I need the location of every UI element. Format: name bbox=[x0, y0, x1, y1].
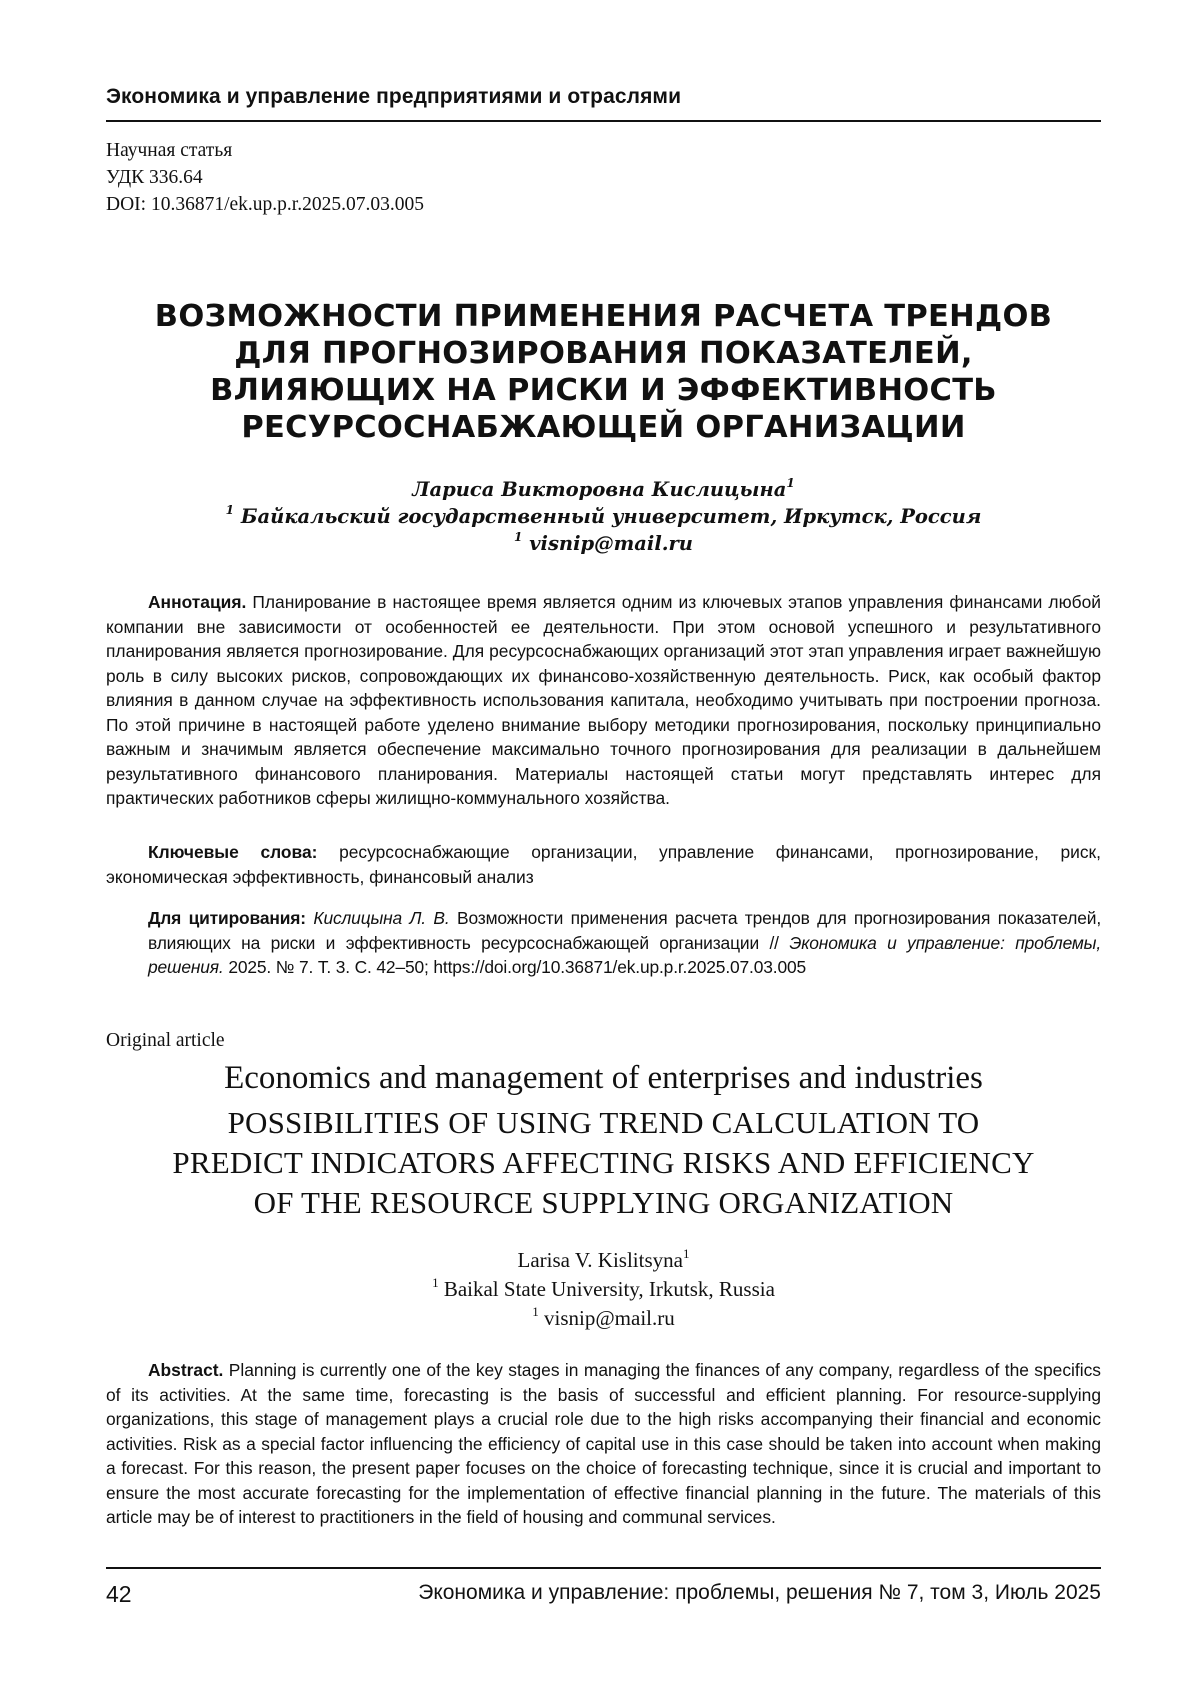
title-line: PREDICT INDICATORS AFFECTING RISKS AND EFFICIENCY bbox=[172, 1145, 1035, 1180]
author-affiliation: $^1$ Байкальский государственный университет, Иркутск, Россия bbox=[225, 503, 982, 528]
title-line: ВОЗМОЖНОСТИ ПРИМЕНЕНИЯ РАСЧЕТА ТРЕНДОВ bbox=[154, 299, 1053, 334]
english-abstract bbox=[106, 1358, 1101, 1530]
keywords-text: ресурсоснабжающие организации, управление финансами, прогнозирование, риск, экономическая эффективность, финансовый анализ bbox=[106, 842, 1101, 887]
title-line: РЕСУРСОСНАБЖАЮЩЕЙ ОРГАНИЗАЦИИ bbox=[241, 410, 966, 445]
english-author-block bbox=[106, 1246, 1101, 1333]
russian-author-block bbox=[106, 476, 1101, 557]
abstract-text: Planning is currently one of the key stages in managing the finances of any company, regardless of the specifics of its activities. At the same time, forecasting is the basis of successful and efficient planning. For resource-supplying organizations, this stage of management plays a crucial role due to the high risks accompanying their financial and economic activities. Risk as a special factor influencing the efficiency of capital use in this case should be taken into account when making a forecast. For this reason, the present paper focuses on the choice of forecasting technique, since it is crucial and important to ensure the most accurate forecasting for the implementation of effective financial planning in the future. The materials of this article may be of interest to practitioners in the field of housing and communal services. bbox=[106, 1360, 1101, 1527]
english-rubric: Economics and management of enterprises and industries bbox=[224, 1060, 983, 1096]
article-type: Научная статья bbox=[106, 140, 233, 161]
russian-keywords bbox=[106, 840, 1101, 889]
running-header: Экономика и управление предприятиями и отраслями bbox=[106, 85, 682, 108]
author-affiliation: $^1$ Baikal State University, Irkutsk, Russia bbox=[432, 1274, 775, 1301]
citation-title: Возможности применения расчета трендов для прогнозирования показателей, влияющих на риски и эффективность ресурсоснабжающей организации // bbox=[148, 908, 1101, 953]
citation-details[interactable]: 2025. № 7. Т. 3. С. 42–50; https://doi.org/10.36871/ek.up.p.r.2025.07.03.005 bbox=[228, 957, 807, 977]
keywords-label: Ключевые слова: bbox=[148, 842, 318, 862]
title-line: OF THE RESOURCE SUPPLYING ORGANIZATION bbox=[253, 1185, 954, 1220]
author-email: $^1$ visnip@mail.ru bbox=[532, 1303, 675, 1330]
udc-code: УДК 336.64 bbox=[106, 167, 203, 188]
english-title bbox=[106, 1103, 1101, 1223]
english-article-type: Original article bbox=[106, 1030, 225, 1051]
citation-block bbox=[148, 906, 1101, 980]
abstract-label: Аннотация. bbox=[148, 592, 247, 612]
article-meta bbox=[106, 137, 424, 218]
title-line: POSSIBILITIES OF USING TREND CALCULATION TO bbox=[227, 1105, 980, 1140]
citation-author: Кислицына Л. В. bbox=[313, 908, 450, 928]
author-name: Larisa V. Kislitsyna$^1$ bbox=[517, 1245, 690, 1272]
page-number: 42 bbox=[106, 1581, 132, 1607]
russian-abstract bbox=[106, 590, 1101, 811]
header-divider bbox=[106, 120, 1101, 122]
author-email: $^1$ visnip@mail.ru bbox=[514, 530, 693, 555]
title-line: ДЛЯ ПРОГНОЗИРОВАНИЯ ПОКАЗАТЕЛЕЙ, bbox=[234, 336, 973, 371]
footer-divider bbox=[106, 1567, 1101, 1569]
abstract-label: Abstract. bbox=[148, 1360, 224, 1380]
journal-footer: Экономика и управление: проблемы, решения № 7, том 3, Июль 2025 bbox=[418, 1581, 1101, 1604]
citation-label: Для цитирования: bbox=[148, 908, 306, 928]
author-name: Лариса Викторовна Кислицына$^1$ bbox=[412, 476, 795, 501]
russian-title bbox=[106, 298, 1101, 446]
doi[interactable]: DOI: 10.36871/ek.up.p.r.2025.07.03.005 bbox=[106, 194, 424, 215]
abstract-text: Планирование в настоящее время является одним из ключевых этапов управления финансами любой компании вне зависимости от особенностей ее деятельности. При этом основой успешного и результативного планирования является прогнозирование. Для ресурсоснабжающих организаций этот этап управления играет важнейшую роль в силу высоких рисков, сопровождающих их финансово-хозяйственную деятельность. Риск, как особый фактор влияния в данном случае на эффективность использования капитала, необходимо учитывать при построении прогноза. По этой причине в настоящей работе уделено внимание выбору методики прогнозирования, поскольку принципиально важным и значимым является обеспечение максимально точного прогнозирования для реализации в дальнейшем результативного финансового планирования. Материалы настоящей статьи могут представлять интерес для практических работников сферы жилищно-коммунального хозяйства. bbox=[106, 592, 1101, 808]
title-line: ВЛИЯЮЩИХ НА РИСКИ И ЭФФЕКТИВНОСТЬ bbox=[210, 373, 997, 408]
citation-journal: Экономика и управление: проблемы, решения. bbox=[148, 932, 1101, 977]
